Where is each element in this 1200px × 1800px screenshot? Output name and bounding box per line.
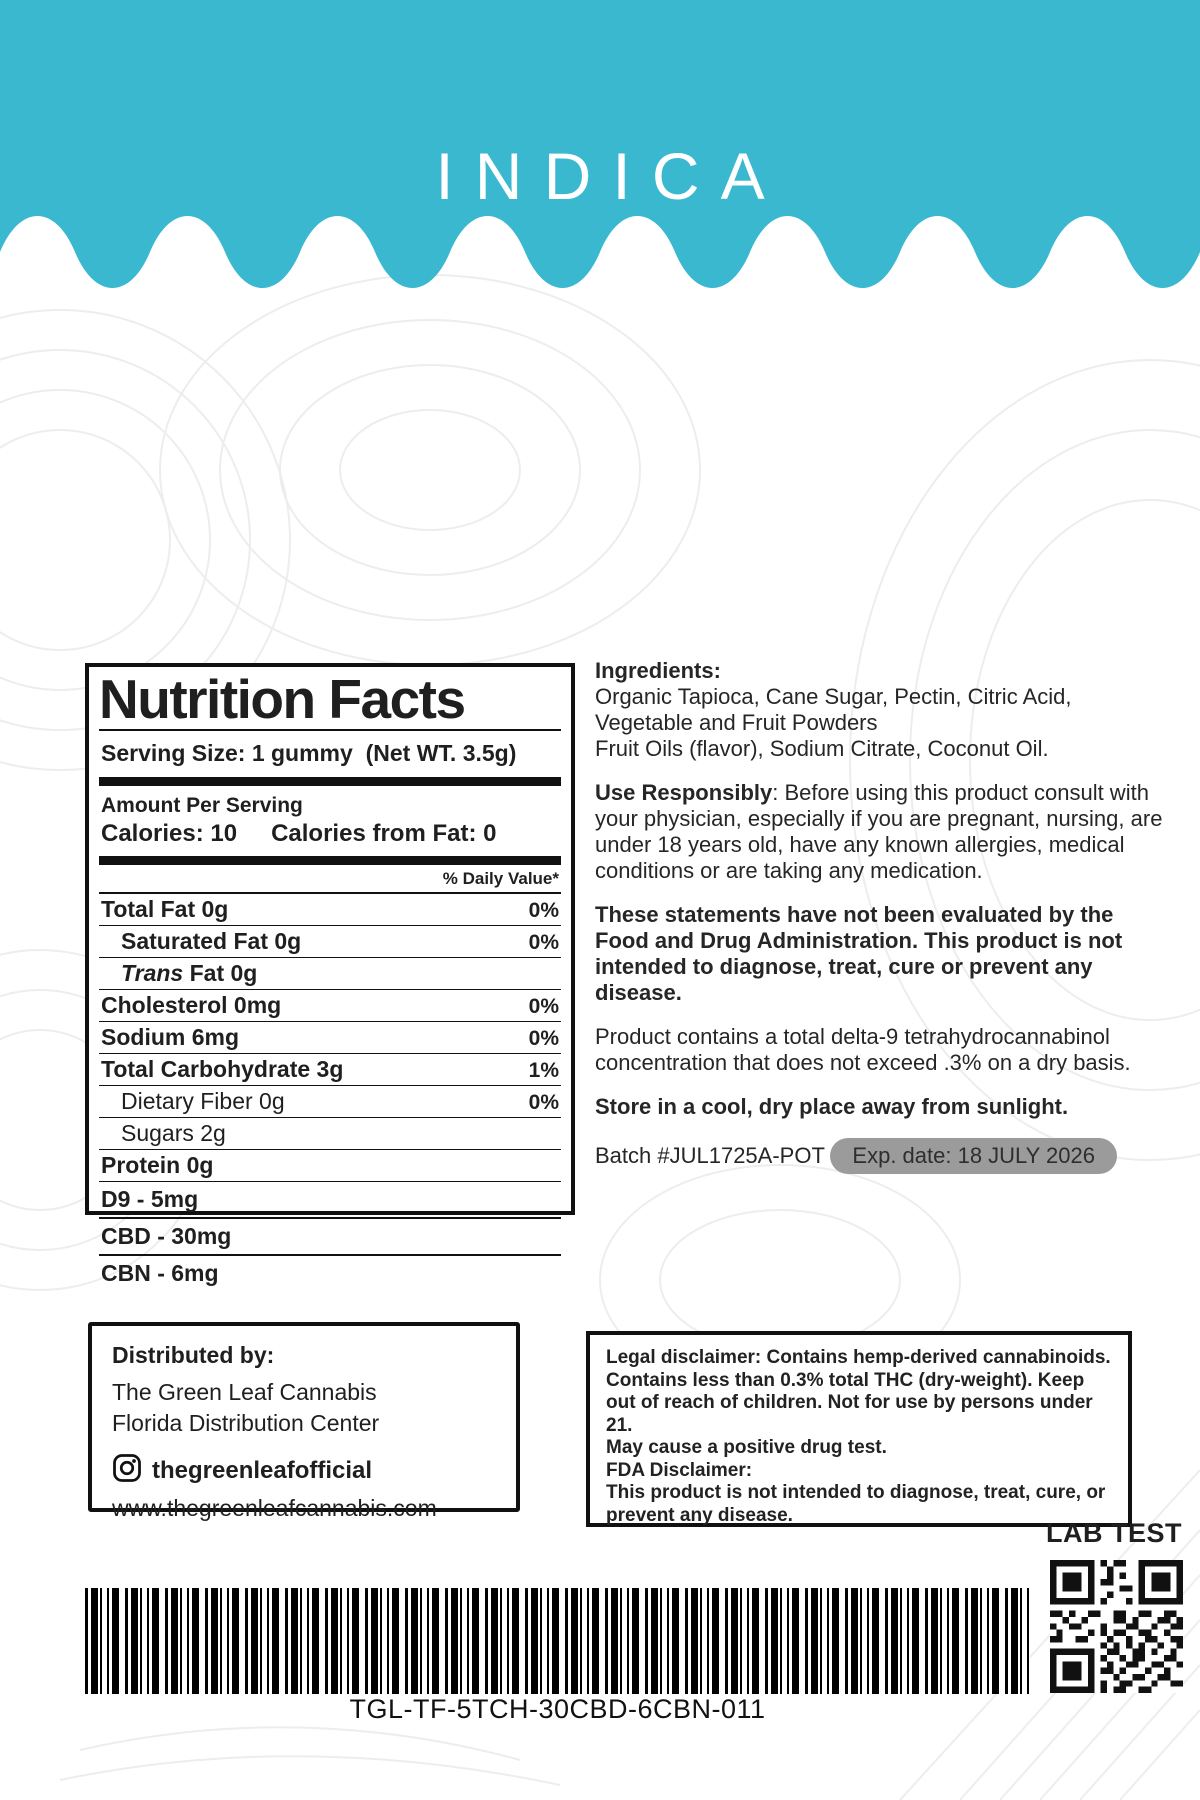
nutrition-row-cholesterol: Cholesterol 0mg 0%	[99, 990, 561, 1022]
legal-disclaimer-box	[586, 1331, 1132, 1527]
cannabinoid-row-d9: D9 - 5mg	[99, 1182, 561, 1219]
nutrition-row-sugars: Sugars 2g	[99, 1118, 561, 1150]
barcode-text: TGL-TF-5TCH-30CBD-6CBN-011	[349, 1694, 766, 1724]
fda-disclaimer-label: FDA Disclaimer:	[606, 1459, 753, 1481]
instagram-handle[interactable]: thegreenleafofficial	[152, 1456, 373, 1484]
nutrition-row-trans-fat: Trans Fat 0g	[99, 958, 561, 990]
nutrition-row-protein: Protein 0g	[99, 1150, 561, 1182]
amount-per-serving-label: Amount Per Serving	[101, 794, 303, 818]
info-column	[595, 658, 1173, 1174]
calories-from-fat-value: Calories from Fat: 0	[271, 820, 497, 848]
fda-statement-paragraph: These statements have not been evaluated by the Food and Drug Administration. This product is not intended to diagnose, treat, cure or prevent any disease.	[595, 902, 1123, 1005]
divider-thick	[99, 856, 561, 865]
storage-instruction: Store in a cool, dry place away from sunlight.	[595, 1094, 1069, 1119]
cannabinoid-row-cbd: CBD - 30mg	[99, 1219, 561, 1256]
website-url[interactable]: www.thegreenleafcannabis.com	[112, 1495, 437, 1521]
lab-test-label: LAB TEST	[1046, 1518, 1182, 1548]
distributor-box	[88, 1322, 520, 1521]
nutrition-row-total-fat: Total Fat 0g 0%	[99, 894, 561, 926]
barcode	[85, 1588, 1030, 1694]
nutrition-row-sodium: Sodium 6mg 0%	[99, 1022, 561, 1054]
nutrition-row-saturated-fat: Saturated Fat 0g 0%	[99, 926, 561, 958]
divider-thick	[99, 777, 561, 786]
calories-line	[99, 818, 561, 856]
distributed-by-label: Distributed by:	[112, 1342, 275, 1368]
thc-notice-paragraph: Product contains a total delta-9 tetrahydrocannabinol concentration that does not exceed .3% on a dry basis.	[595, 1024, 1131, 1075]
use-responsibly-paragraph: Use Responsibly: Before using this product consult with your physician, especially if you are pregnant, nursing, are under 18 years old, have any known allergies, medical conditions or are taking any medication.	[595, 780, 1163, 883]
ingredients-block: Ingredients: Organic Tapioca, Cane Sugar, Pectin, Citric Acid, Vegetable and Fruit Powders Fruit Oils (flavor), Sodium Citrate, Coconut Oil.	[595, 658, 1072, 761]
drug-test-warning: May cause a positive drug test.	[606, 1437, 887, 1458]
nutrition-facts-panel	[85, 663, 575, 1287]
legal-disclaimer-paragraph: Legal disclaimer: Contains hemp-derived cannabinoids. Contains less than 0.3% total THC (dry-weight). Keep out of reach of children. Not for use by persons under 21.	[606, 1347, 1111, 1436]
daily-value-header: % Daily Value*	[99, 865, 561, 894]
ingredients-title: Ingredients:	[595, 658, 721, 683]
lab-test-qr-code[interactable]	[1050, 1560, 1183, 1693]
expiration-date-badge: Exp. date: 18 JULY 2026	[830, 1138, 1117, 1174]
distributor-company: The Green Leaf Cannabis	[112, 1379, 377, 1405]
strain-name: INDICA	[435, 139, 786, 213]
instagram-icon	[112, 1453, 142, 1488]
nutrition-facts-title: Nutrition Facts	[99, 671, 561, 731]
fda-disclaimer-text: This product is not intended to diagnose, treat, cure, or prevent any disease.	[606, 1482, 1106, 1526]
batch-number: Batch #JUL1725A-POT	[595, 1143, 825, 1168]
distributor-location: Florida Distribution Center	[112, 1410, 380, 1436]
cannabinoid-row-cbn: CBN - 6mg	[101, 1260, 219, 1287]
nutrition-row-dietary-fiber: Dietary Fiber 0g 0%	[99, 1086, 561, 1118]
serving-size-line: Serving Size: 1 gummy (Net WT. 3.5g)	[101, 740, 517, 767]
calories-value: Calories: 10	[101, 820, 238, 848]
instagram-row[interactable]	[112, 1453, 496, 1488]
batch-row	[595, 1138, 1173, 1174]
nutrition-row-carbohydrate: Total Carbohydrate 3g 1%	[99, 1054, 561, 1086]
